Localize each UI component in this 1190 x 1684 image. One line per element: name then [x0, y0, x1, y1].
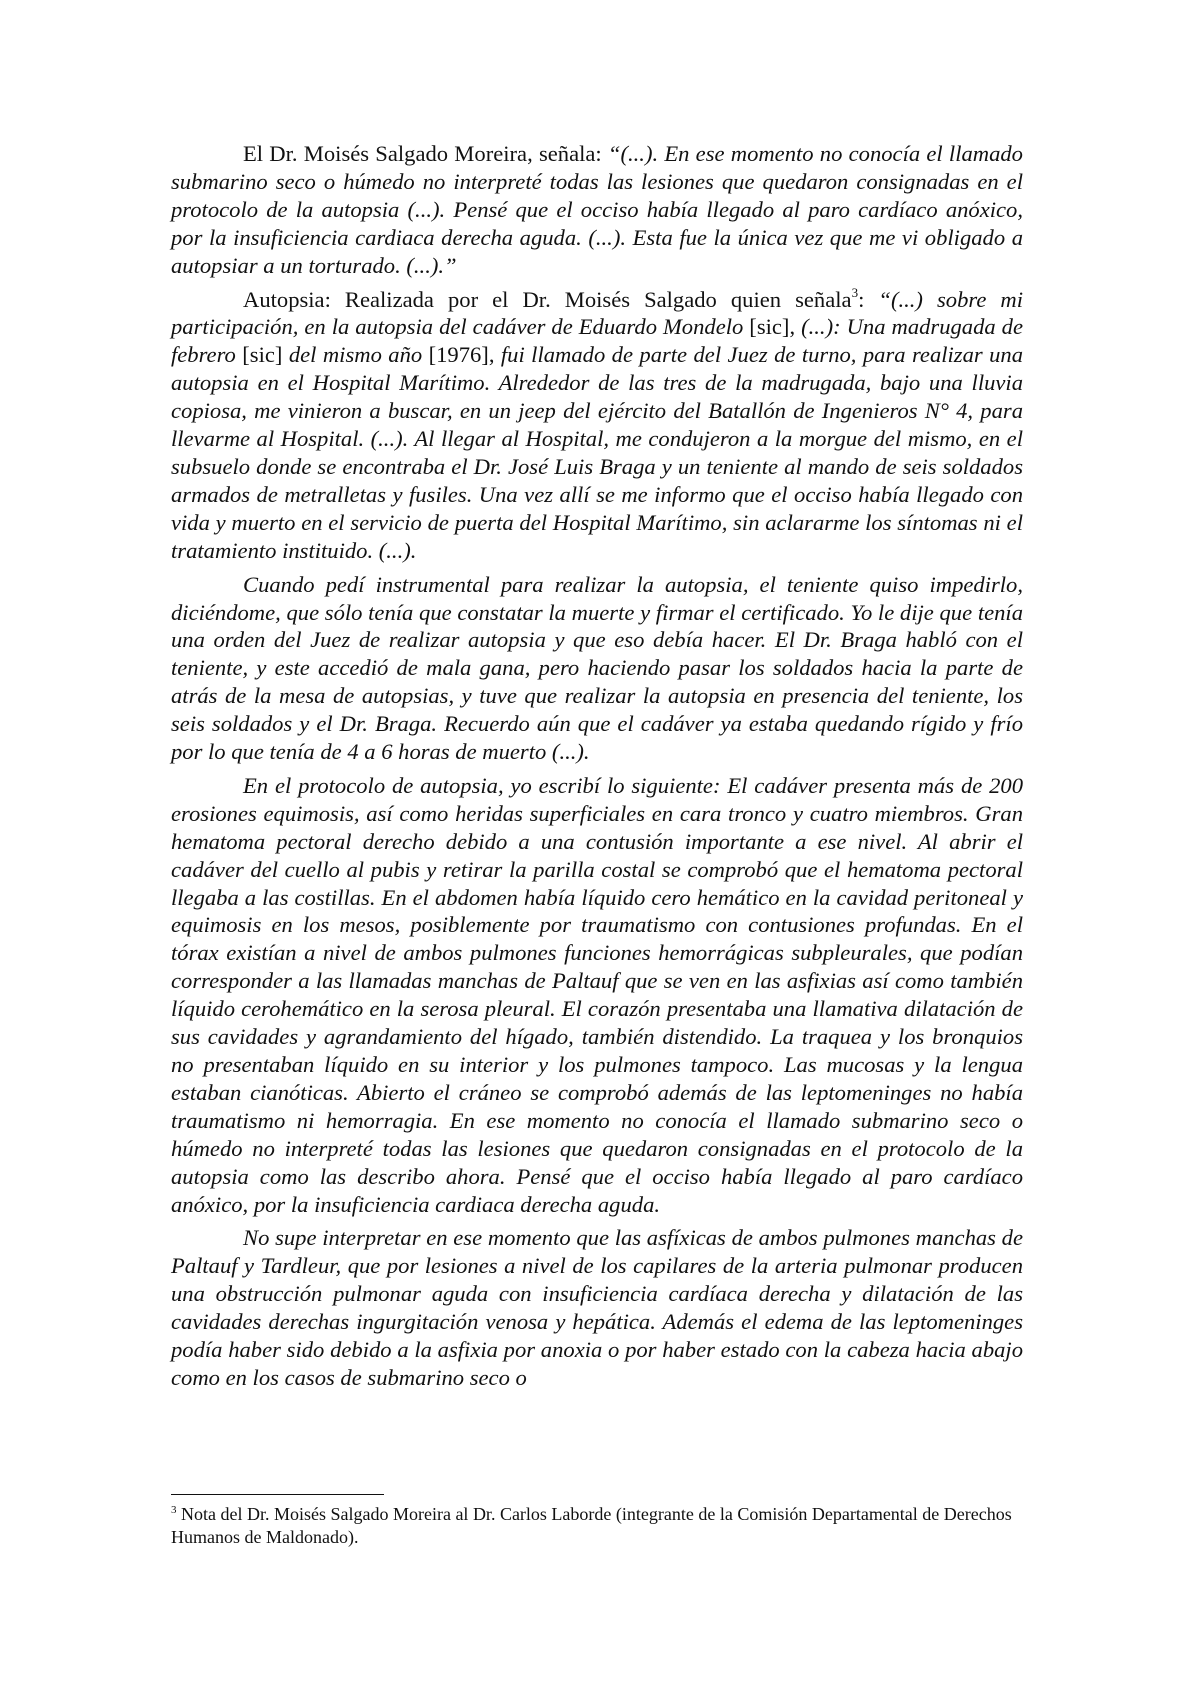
body-text: :: [858, 286, 879, 312]
paragraph: [171, 286, 1023, 565]
body-text: Autopsia: Realizada por el Dr. Moisés Salgado quien señala: [243, 286, 852, 312]
quoted-text: “(...). En ese momento no conocía el llamado submarino seco o húmedo no interpreté todas las lesiones que quedaron consignadas en el protocolo de la autopsia (...). Pensé que el occiso había llegado al paro cardíaco anóxico, por la insuficiencia cardiaca derecha aguda. (...). Esta fue la única vez que me vi obligado a autopsiar a un torturado. (...).”: [171, 141, 1023, 278]
paragraph: [171, 1224, 1023, 1391]
quoted-text: (...): Una madrugada de febrero: [171, 314, 1024, 368]
footnote-number: 3: [171, 1504, 177, 1516]
footnote-reference: 3: [851, 285, 859, 300]
quoted-text: fui llamado de parte del Juez de turno, para realizar una autopsia en el Hospital Marítimo. Alrededor de las tres de la madrugada, bajo una lluvia copiosa, me vinieron a buscar, en un jeep del ejército del Batallón de Ingenieros N° 4, para llevarme al Hospital. (...). Al llegar al Hospital, me condujeron a la morgue del mismo, en el subsuelo donde se encontraba el Dr. José Luis Braga y un teniente al mando de seis soldados armados de metralletas y fusiles. Una vez allí se me informo que el occiso había llegado con vida y muerto en el servicio de puerta del Hospital Marítimo, sin aclararme los síntomas ni el tratamiento instituido. (...).: [171, 342, 1023, 563]
quoted-text: “(...) sobre mi participación, en la autopsia del cadáver de Eduardo Mondelo: [171, 286, 1023, 340]
footnote-text: Nota del Dr. Moisés Salgado Moreira al Dr. Carlos Laborde (integrante de la Comisión Departamental de Derechos Humanos de Maldonado).: [171, 1504, 1012, 1547]
body-text: [sic],: [749, 314, 802, 340]
paragraph: [171, 571, 1023, 766]
paragraph: [171, 140, 1023, 280]
quoted-text: En el protocolo de autopsia, yo escribí lo siguiente: El cadáver presenta más de 200 erosiones equimosis, así como heridas superficiales en cara tronco y cuatro miembros. Gran hematoma pectoral derecho debido a una contusión importante a ese nivel. Al abrir el cadáver del cuello al pubis y retirar la parilla costal se comprobó que el hematoma pectoral llegaba a las costillas. En el abdomen había líquido cero hemático en la cavidad peritoneal y equimosis en los mesos, posiblemente por traumatismo con contusiones profundas. En el tórax existían a nivel de ambos pulmones funciones hemorrágicas subpleurales, que podían corresponder a las llamadas manchas de Paltauf que se ven en las asfixias así como también líquido cerohemático en la serosa pleural. El corazón presentaba una llamativa dilatación de sus cavidades y agrandamiento del hígado, también distendido. La traquea y los bronquios no presentaban líquido en su interior y los pulmones tampoco. Las mucosas y la lengua estaban cianóticas. Abierto el cráneo se comprobó además de las leptomeninges no había traumatismo ni hemorragia. En ese momento no conocía el llamado submarino seco o húmedo no interpreté todas las lesiones que quedaron consignadas en el protocolo de la autopsia como las describo ahora. Pensé que el occiso había llegado al paro cardíaco anóxico, por la insuficiencia cardiaca derecha aguda.: [171, 772, 1023, 1217]
footnote: [171, 1503, 1023, 1549]
body-text: El Dr. Moisés Salgado Moreira, señala:: [243, 141, 608, 166]
paragraph: [171, 772, 1023, 1219]
quoted-text: No supe interpretar en ese momento que las asfíxicas de ambos pulmones manchas de Paltauf y Tardleur, que por lesiones a nivel de los capilares de la arteria pulmonar producen una obstrucción pulmonar aguda con insuficiencia cardíaca derecha y dilatación de las cavidades derechas ingurgitación venosa y hepática. Además el edema de las leptomeninges podía haber sido debido a la asfixia por anoxia o por haber estado con la cabeza hacia abajo como en los casos de submarino seco o: [171, 1225, 1023, 1390]
quoted-text: Cuando pedí instrumental para realizar la autopsia, el teniente quiso impedirlo, diciéndome, que sólo tenía que constatar la muerte y firmar el certificado. Yo le dije que tenía una orden del Juez de realizar autopsia y que eso debía hacer. El Dr. Braga habló con el teniente, y este accedió de mala gana, pero haciendo pasar los soldados hacia la parte de atrás de la mesa de autopsias, y tuve que realizar la autopsia en presencia del teniente, los seis soldados y el Dr. Braga. Recuerdo aún que el cadáver ya estaba quedando rígido y frío por lo que tenía de 4 a 6 horas de muerto (...).: [171, 571, 1023, 765]
body-text: [sic]: [242, 342, 289, 368]
document-body: [171, 140, 1023, 1398]
footnote-separator: [171, 1494, 384, 1495]
body-text: [1976],: [428, 342, 501, 368]
quoted-text: del mismo año: [288, 342, 429, 368]
